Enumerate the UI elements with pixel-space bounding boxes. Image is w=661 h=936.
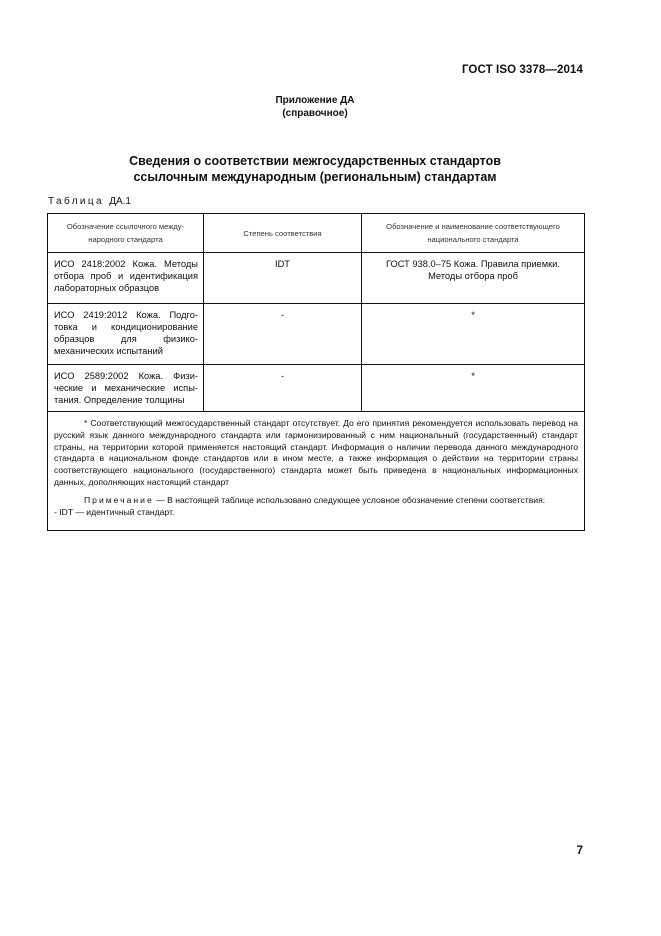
table-header-row — [48, 214, 585, 253]
table-caption — [48, 196, 131, 207]
document-title — [0, 154, 630, 185]
page-number: 7 — [576, 845, 583, 857]
document-title-line-2: ссылочным международным (региональным) стандартам — [133, 169, 497, 184]
standard-code-header: ГОСТ ISO 3378—2014 — [461, 64, 583, 76]
national-standard-cell: ГОСТ 938.0–75 Кожа. Правила приемки. Методы отбора проб — [362, 253, 585, 304]
document-title-line-1: Сведения о соответствии межгосударственных стандартов — [129, 154, 501, 168]
note-paragraph — [54, 495, 578, 507]
column-header-line: народного стандарта — [88, 235, 163, 244]
column-header-reference-standard — [48, 214, 204, 253]
column-header-degree — [204, 214, 362, 253]
note-text: — В настоящей таблице использовано следующее условное обозначение степени соответствия: — [153, 494, 546, 505]
table-row — [48, 365, 585, 412]
degree-cell: - — [204, 304, 362, 365]
reference-standard-cell: ИСО 2589:2002 Кожа. Физические и механические испытания. Определение толщины — [48, 365, 204, 412]
national-standard-cell: * — [362, 365, 585, 412]
degree-cell: - — [204, 365, 362, 412]
table-caption-number: ДА.1 — [109, 196, 131, 207]
degree-cell: IDT — [204, 253, 362, 304]
column-header-line: Обозначение и наименование соответствующего — [386, 222, 560, 231]
appendix-subtitle: (справочное) — [282, 108, 348, 119]
national-standard-cell: * — [362, 304, 585, 365]
conformance-table — [47, 213, 585, 531]
table-row — [48, 304, 585, 365]
note-label: Примечание — [84, 494, 154, 505]
column-header-line: национального стандарта — [427, 235, 519, 244]
note-item: - IDT — идентичный стандарт. — [54, 506, 175, 517]
reference-standard-cell: ИСО 2418:2002 Кожа. Методы отбора проб и идентификация лабораторных образцов — [48, 253, 204, 304]
reference-standard-cell: ИСО 2419:2012 Кожа. Подготовка и кондиционирование образцов для физикомеханических испытаний — [48, 304, 204, 365]
column-header-national-standard — [362, 214, 585, 253]
footnote-text: * Соответствующий межгосударственный стандарт отсутствует. До его принятия рекомендуется использовать перевод на русский язык данного международного стандарта или гармонизированный с ним национальный (государственный) стандарт страны, на территории которой применяется настоящий стандарт. Информация о наличии перевода данного международного стандарта в национальном фонде стандартов или в ином месте, а также информация о действии на территории страны соответствующего национального (государственного) стандарта может быть приведена в национальных информационных данных, дополняющих настоящий стандарт — [54, 418, 578, 487]
table-notes-row — [48, 412, 585, 531]
column-header-line: Обозначение ссылочного между- — [66, 222, 185, 231]
table-row — [48, 253, 585, 304]
table-caption-label: Таблица — [48, 196, 105, 207]
column-header-line: Степень соответствия — [243, 228, 322, 238]
appendix-heading — [0, 94, 630, 120]
appendix-title: Приложение ДА — [275, 95, 355, 106]
table-notes-cell — [48, 412, 585, 531]
